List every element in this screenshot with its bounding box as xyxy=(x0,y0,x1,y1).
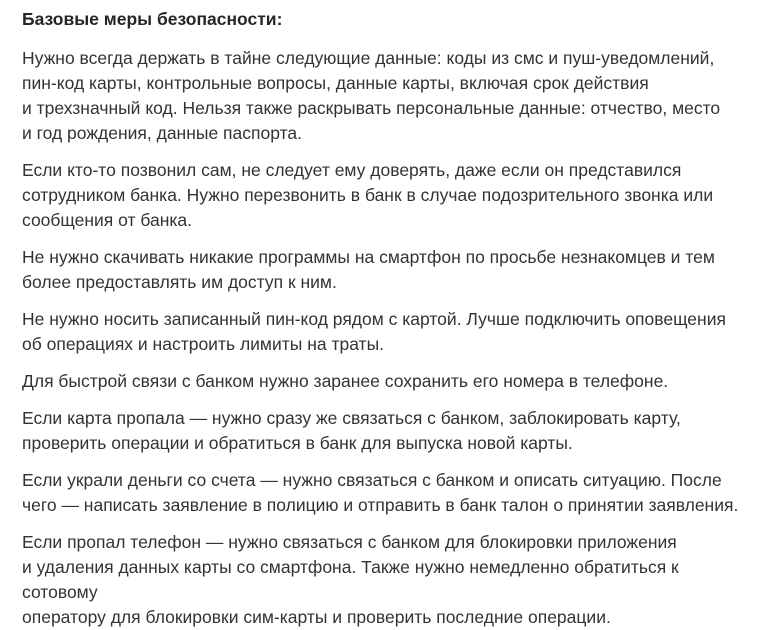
section-heading: Базовые меры безопасности: xyxy=(22,9,283,29)
paragraph-no-downloads: Не нужно скачивать никакие программы на смартфон по просьбе незнакомцев и тем более предоставлять им доступ к ним. xyxy=(22,247,715,292)
paragraph-secret-data: Нужно всегда держать в тайне следующие данные: коды из смс и пуш-уведомлений, пин-код карты, контрольные вопросы, данные карты, включая срок действия и трехзначный код. Нельзя также раскрывать персональные данные: отчество, место и год рождения, данные паспорта. xyxy=(22,48,721,143)
paragraph-pin-code: Не нужно носить записанный пин-код рядом с картой. Лучше подключить оповещения об операциях и настроить лимиты на траты. xyxy=(22,309,726,354)
paragraph-stolen-money: Если украли деньги со счета — нужно связаться с банком и описать ситуацию. После чего — написать заявление в полицию и отправить в банк талон о принятии заявления. xyxy=(22,470,739,515)
paragraph-bank-contacts: Для быстрой связи с банком нужно заранее сохранить его номера в телефоне. xyxy=(22,371,669,391)
paragraph-lost-card: Если карта пропала — нужно сразу же связаться с банком, заблокировать карту, проверить операции и обратиться в банк для выпуска новой карты. xyxy=(22,408,681,453)
paragraph-incoming-call: Если кто-то позвонил сам, не следует ему доверять, даже если он представился сотрудником банка. Нужно перезвонить в банк в случае подозрительного звонка или сообщения от банка. xyxy=(22,160,714,230)
paragraph-lost-phone: Если пропал телефон — нужно связаться с банком для блокировки приложения и удаления данных карты со смартфона. Также нужно немедленно обратиться к сотовому оператору для блокировки сим-карты и проверить последние операции. xyxy=(22,532,679,627)
